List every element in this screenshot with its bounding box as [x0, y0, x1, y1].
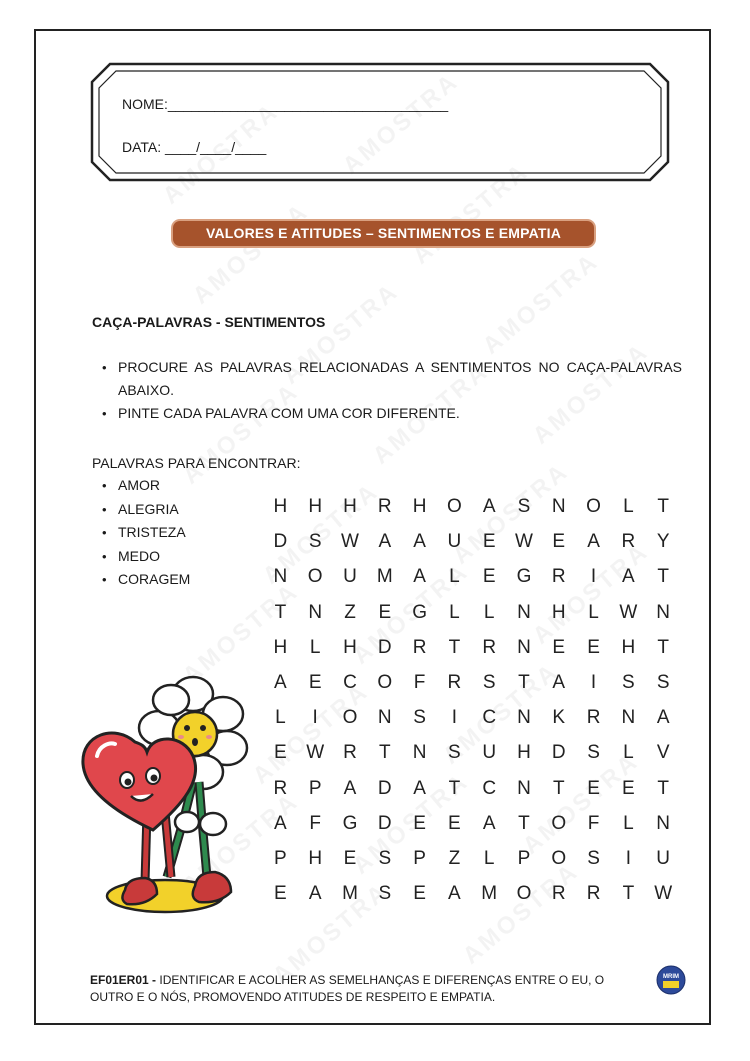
- logo-icon: [656, 965, 686, 995]
- grid-cell[interactable]: L: [309, 636, 321, 658]
- grid-cell[interactable]: V: [656, 742, 670, 764]
- grid-cell[interactable]: E: [343, 847, 357, 869]
- grid-cell[interactable]: I: [451, 707, 458, 729]
- grid-cell[interactable]: H: [343, 496, 357, 517]
- grid-cell[interactable]: T: [657, 496, 669, 517]
- grid-cell[interactable]: I: [590, 671, 597, 693]
- grid-cell[interactable]: S: [517, 496, 531, 517]
- grid-cell[interactable]: H: [551, 601, 566, 623]
- grid-cell[interactable]: T: [518, 812, 530, 834]
- grid-cell[interactable]: I: [590, 566, 597, 588]
- grid-cell[interactable]: F: [413, 671, 426, 693]
- grid-cell[interactable]: A: [587, 531, 600, 553]
- grid-cell[interactable]: U: [447, 531, 462, 553]
- grid-cell[interactable]: A: [413, 531, 426, 553]
- grid-cell[interactable]: O: [377, 671, 393, 693]
- grid-row: [263, 600, 681, 635]
- grid-cell[interactable]: T: [657, 566, 669, 588]
- word-list: [92, 474, 190, 592]
- grid-cell[interactable]: L: [588, 601, 599, 623]
- grid-cell[interactable]: I: [312, 707, 318, 729]
- grid-cell[interactable]: A: [448, 883, 461, 905]
- grid-row: [263, 881, 681, 916]
- grid-cell[interactable]: E: [587, 777, 600, 799]
- grid-cell[interactable]: H: [517, 742, 531, 764]
- footer-skill: [90, 972, 650, 1006]
- grid-cell[interactable]: S: [482, 671, 496, 693]
- grid-cell[interactable]: D: [377, 812, 392, 834]
- grid-cell[interactable]: E: [587, 636, 600, 658]
- grid-cell[interactable]: E: [448, 812, 461, 834]
- title-banner: VALORES E ATITUDES – SENTIMENTOS E EMPATIA: [173, 221, 594, 246]
- grid-cell[interactable]: N: [308, 601, 323, 623]
- grid-cell[interactable]: A: [622, 566, 635, 588]
- date-field[interactable]: DATA: ____/____/____: [122, 139, 267, 155]
- header-box: [90, 62, 670, 182]
- grid-cell[interactable]: N: [377, 707, 392, 729]
- grid-cell[interactable]: L: [623, 742, 634, 764]
- grid-cell[interactable]: A: [482, 812, 496, 834]
- grid-cell[interactable]: T: [518, 671, 530, 693]
- grid-cell[interactable]: S: [587, 847, 600, 869]
- section-title: CAÇA-PALAVRAS - SENTIMENTOS: [92, 314, 326, 330]
- grid-cell[interactable]: D: [377, 636, 392, 658]
- grid-cell[interactable]: H: [412, 496, 427, 517]
- grid-cell[interactable]: L: [275, 707, 286, 729]
- grid-cell[interactable]: E: [413, 883, 426, 905]
- grid-cell[interactable]: W: [515, 531, 533, 553]
- grid-cell[interactable]: E: [378, 601, 392, 623]
- grid-cell[interactable]: D: [377, 777, 392, 799]
- grid-row: [263, 564, 681, 599]
- grid-cell[interactable]: U: [656, 847, 671, 869]
- word-item: • MEDO: [92, 545, 190, 569]
- grid-cell[interactable]: T: [448, 777, 461, 799]
- shoe-icon: [193, 872, 231, 902]
- grid-cell[interactable]: R: [551, 566, 566, 588]
- grid-cell[interactable]: P: [274, 847, 287, 869]
- grid-row: [263, 776, 681, 811]
- grid-cell[interactable]: T: [378, 742, 391, 764]
- grid-row: [263, 846, 681, 881]
- grid-cell[interactable]: M: [376, 566, 393, 588]
- grid-cell[interactable]: E: [482, 566, 496, 588]
- grid-cell[interactable]: P: [517, 847, 531, 869]
- grid-cell[interactable]: R: [482, 636, 497, 658]
- grid-cell[interactable]: W: [306, 742, 325, 764]
- grid-cell[interactable]: N: [517, 707, 531, 729]
- grid-cell[interactable]: C: [482, 777, 497, 799]
- grid-cell[interactable]: E: [308, 671, 322, 693]
- grid-cell[interactable]: O: [586, 496, 601, 517]
- grid-cell[interactable]: R: [621, 531, 636, 553]
- grid-cell[interactable]: E: [552, 531, 566, 553]
- grid-cell[interactable]: N: [517, 777, 531, 799]
- grid-row: [263, 670, 681, 705]
- grid-cell[interactable]: Z: [344, 601, 356, 623]
- grid-cell[interactable]: O: [516, 883, 532, 905]
- grid-cell[interactable]: R: [447, 671, 462, 693]
- grid-cell[interactable]: A: [274, 671, 287, 693]
- grid-cell[interactable]: N: [273, 566, 288, 588]
- grid-cell[interactable]: I: [625, 847, 631, 869]
- grid-cell[interactable]: E: [274, 883, 287, 905]
- publisher-logo: [656, 965, 686, 995]
- grid-cell[interactable]: S: [587, 742, 600, 764]
- grid-cell[interactable]: L: [449, 566, 460, 588]
- grid-cell[interactable]: T: [448, 636, 461, 658]
- grid-cell[interactable]: S: [656, 671, 670, 693]
- grid-row: [263, 705, 681, 740]
- grid-cell[interactable]: G: [342, 812, 358, 834]
- grid-cell[interactable]: M: [481, 883, 498, 905]
- grid-cell[interactable]: T: [274, 601, 287, 623]
- grid-cell[interactable]: A: [274, 812, 287, 834]
- grid-cell[interactable]: L: [483, 601, 495, 623]
- instruction-item: • PROCURE AS PALAVRAS RELACIONADAS A SENTIMENTOS NO CAÇA-PALAVRAS ABAIXO.: [92, 356, 682, 402]
- illustration-svg: [75, 672, 255, 920]
- word-item: • AMOR: [92, 474, 190, 498]
- grid-cell[interactable]: T: [622, 883, 635, 905]
- grid-cell[interactable]: H: [273, 636, 288, 658]
- grid-cell[interactable]: R: [412, 636, 427, 658]
- grid-cell[interactable]: N: [517, 636, 531, 658]
- grid-cell[interactable]: R: [586, 707, 601, 729]
- grid-cell[interactable]: L: [623, 496, 634, 517]
- grid-cell[interactable]: A: [413, 566, 426, 588]
- word-item: • CORAGEM: [92, 568, 190, 592]
- name-field[interactable]: NOME:____________________________________: [122, 96, 449, 112]
- grid-cell[interactable]: H: [621, 636, 636, 658]
- grid-cell[interactable]: Y: [656, 531, 670, 553]
- grid-cell[interactable]: D: [273, 531, 288, 553]
- logo-text: MRIM: [663, 974, 679, 980]
- grid-cell[interactable]: L: [623, 812, 634, 834]
- grid-cell[interactable]: P: [413, 847, 426, 869]
- grid-cell[interactable]: H: [273, 496, 288, 517]
- grid-cell[interactable]: H: [308, 847, 323, 869]
- grid-row: [263, 494, 681, 529]
- instruction-item: • PINTE CADA PALAVRA COM UMA COR DIFERENTE.: [92, 402, 682, 425]
- grid-cell[interactable]: C: [482, 707, 497, 729]
- heart-flower-illustration: [75, 672, 255, 920]
- skill-code: EF01ER01 -: [90, 973, 157, 987]
- grid-cell[interactable]: T: [552, 777, 565, 799]
- words-title: PALAVRAS PARA ENCONTRAR:: [92, 455, 301, 471]
- grid-cell[interactable]: G: [412, 601, 427, 623]
- grid-cell[interactable]: S: [413, 707, 426, 729]
- grid-cell[interactable]: E: [413, 812, 426, 834]
- instructions-list: [92, 356, 682, 425]
- grid-cell[interactable]: C: [343, 671, 357, 693]
- grid-cell[interactable]: K: [552, 707, 566, 729]
- grid-cell[interactable]: L: [483, 847, 495, 869]
- grid-cell[interactable]: S: [622, 671, 635, 693]
- grid-cell[interactable]: A: [308, 883, 322, 905]
- grid-cell[interactable]: O: [307, 566, 323, 588]
- grid-cell[interactable]: T: [657, 636, 669, 658]
- grid-cell[interactable]: M: [342, 883, 358, 905]
- grid-row: [263, 635, 681, 670]
- grid-cell[interactable]: N: [551, 496, 566, 517]
- grid-cell[interactable]: S: [448, 742, 461, 764]
- grid-cell[interactable]: S: [378, 847, 392, 869]
- grid-cell[interactable]: D: [551, 742, 566, 764]
- grid-cell[interactable]: A: [378, 531, 392, 553]
- grid-cell[interactable]: F: [587, 812, 600, 834]
- grid-cell[interactable]: R: [273, 777, 288, 799]
- grid-cell[interactable]: S: [308, 531, 322, 553]
- grid-cell[interactable]: A: [656, 707, 670, 729]
- grid-cell[interactable]: N: [656, 812, 671, 834]
- grid-cell[interactable]: N: [656, 601, 671, 623]
- grid-cell[interactable]: R: [377, 496, 392, 517]
- word-item: • ALEGRIA: [92, 498, 190, 522]
- grid-cell[interactable]: O: [446, 496, 462, 517]
- grid-cell[interactable]: A: [413, 777, 426, 799]
- grid-cell[interactable]: L: [449, 601, 460, 623]
- grid-cell[interactable]: O: [551, 812, 567, 834]
- grid-cell[interactable]: N: [621, 707, 636, 729]
- grid-cell[interactable]: N: [412, 742, 427, 764]
- grid-cell[interactable]: P: [308, 777, 322, 799]
- grid-cell[interactable]: H: [308, 496, 323, 517]
- grid-row: [263, 811, 681, 846]
- word-search-grid: [263, 494, 681, 916]
- grid-cell[interactable]: R: [551, 883, 566, 905]
- grid-cell[interactable]: O: [551, 847, 567, 869]
- grid-cell[interactable]: H: [343, 636, 357, 658]
- grid-cell[interactable]: W: [619, 601, 638, 623]
- word-item: • TRISTEZA: [92, 521, 190, 545]
- grid-cell[interactable]: E: [482, 531, 496, 553]
- grid-cell[interactable]: U: [343, 566, 357, 588]
- skill-text: IDENTIFICAR E ACOLHER AS SEMELHANÇAS E DIFERENÇAS ENTRE O EU, O OUTRO E O NÓS, PROMOVENDO ATITUDES DE RESPEITO E EMPATIA.: [90, 973, 605, 1004]
- grid-cell[interactable]: R: [343, 742, 357, 764]
- header-frame: [90, 62, 670, 182]
- grid-cell[interactable]: S: [378, 883, 392, 905]
- grid-cell[interactable]: G: [516, 566, 532, 588]
- grid-cell[interactable]: Z: [448, 847, 461, 869]
- grid-cell[interactable]: O: [342, 707, 358, 729]
- grid-cell[interactable]: E: [622, 777, 635, 799]
- grid-cell[interactable]: R: [586, 883, 601, 905]
- grid-cell[interactable]: A: [552, 671, 566, 693]
- grid-cell[interactable]: E: [274, 742, 287, 764]
- grid-cell[interactable]: W: [654, 883, 673, 905]
- grid-cell[interactable]: E: [552, 636, 566, 658]
- grid-row: [263, 529, 681, 564]
- grid-cell[interactable]: F: [309, 812, 321, 834]
- grid-cell[interactable]: T: [657, 777, 669, 799]
- grid-cell[interactable]: W: [341, 531, 359, 553]
- grid-cell[interactable]: N: [517, 601, 531, 623]
- grid-cell[interactable]: A: [482, 496, 496, 517]
- grid-row: [263, 740, 681, 775]
- grid-cell[interactable]: U: [482, 742, 497, 764]
- grid-cell[interactable]: A: [343, 777, 357, 799]
